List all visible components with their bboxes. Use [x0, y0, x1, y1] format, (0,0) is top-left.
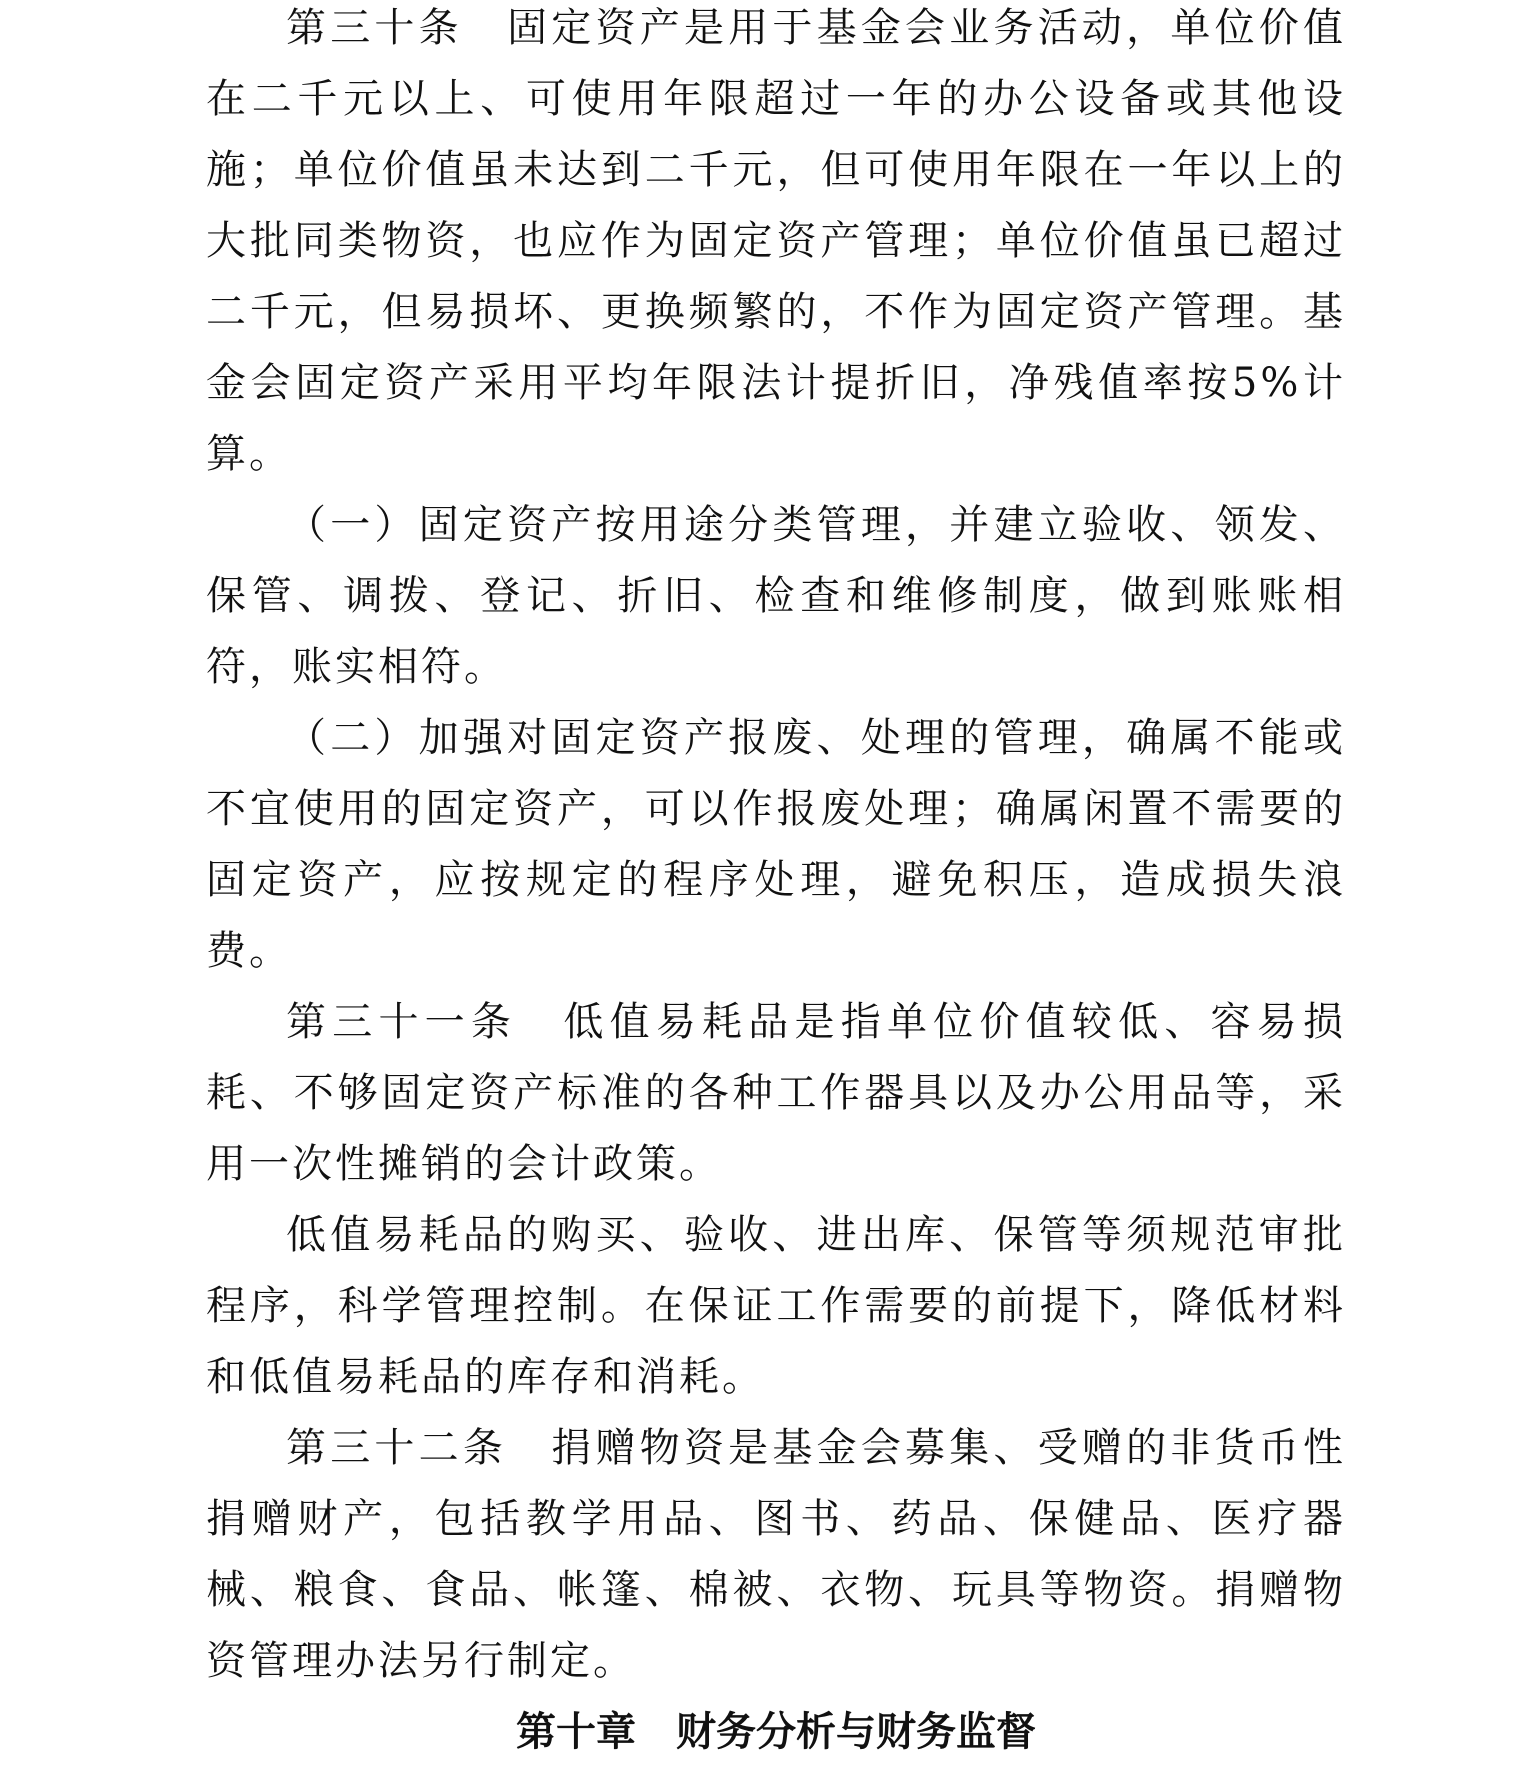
chapter-heading: 第十章 财务分析与财务监督	[516, 1709, 1036, 1755]
article-31-paragraph: 第三十一条 低值易耗品是指单位价值较低、容易损耗、不够固定资产标准的各种工作器具以及办公用品等，采用一次性摊销的会计政策。	[206, 999, 1346, 1187]
article-30-item-2-paragraph: （二）加强对固定资产报废、处理的管理，确属不能或不宜使用的固定资产，可以作报废处理；确属闲置不需要的固定资产，应按规定的程序处理，避免积压，造成损失浪费。	[206, 715, 1346, 974]
article-30-item-1-paragraph: （一）固定资产按用途分类管理，并建立验收、领发、保管、调拨、登记、折旧、检查和维修制度，做到账账相符，账实相符。	[206, 502, 1346, 690]
article-32-paragraph: 第三十二条 捐赠物资是基金会募集、受赠的非货币性捐赠财产，包括教学用品、图书、药品、保健品、医疗器械、粮食、食品、帐篷、棉被、衣物、玩具等物资。捐赠物资管理办法另行制定。	[206, 1425, 1346, 1684]
low-value-consumables-paragraph: 低值易耗品的购买、验收、进出库、保管等须规范审批程序，科学管理控制。在保证工作需要的前提下，降低材料和低值易耗品的库存和消耗。	[206, 1212, 1346, 1400]
article-30-paragraph: 第三十条 固定资产是用于基金会业务活动，单位价值在二千元以上、可使用年限超过一年的办公设备或其他设施；单位价值虽未达到二千元，但可使用年限在一年以上的大批同类物资，也应作为固定资产管理；单位价值虽已超过二千元，但易损坏、更换频繁的，不作为固定资产管理。基金会固定资产采用平均年限法计提折旧，净残值率按5%计算。	[206, 5, 1346, 477]
document-body	[206, 0, 1346, 1768]
